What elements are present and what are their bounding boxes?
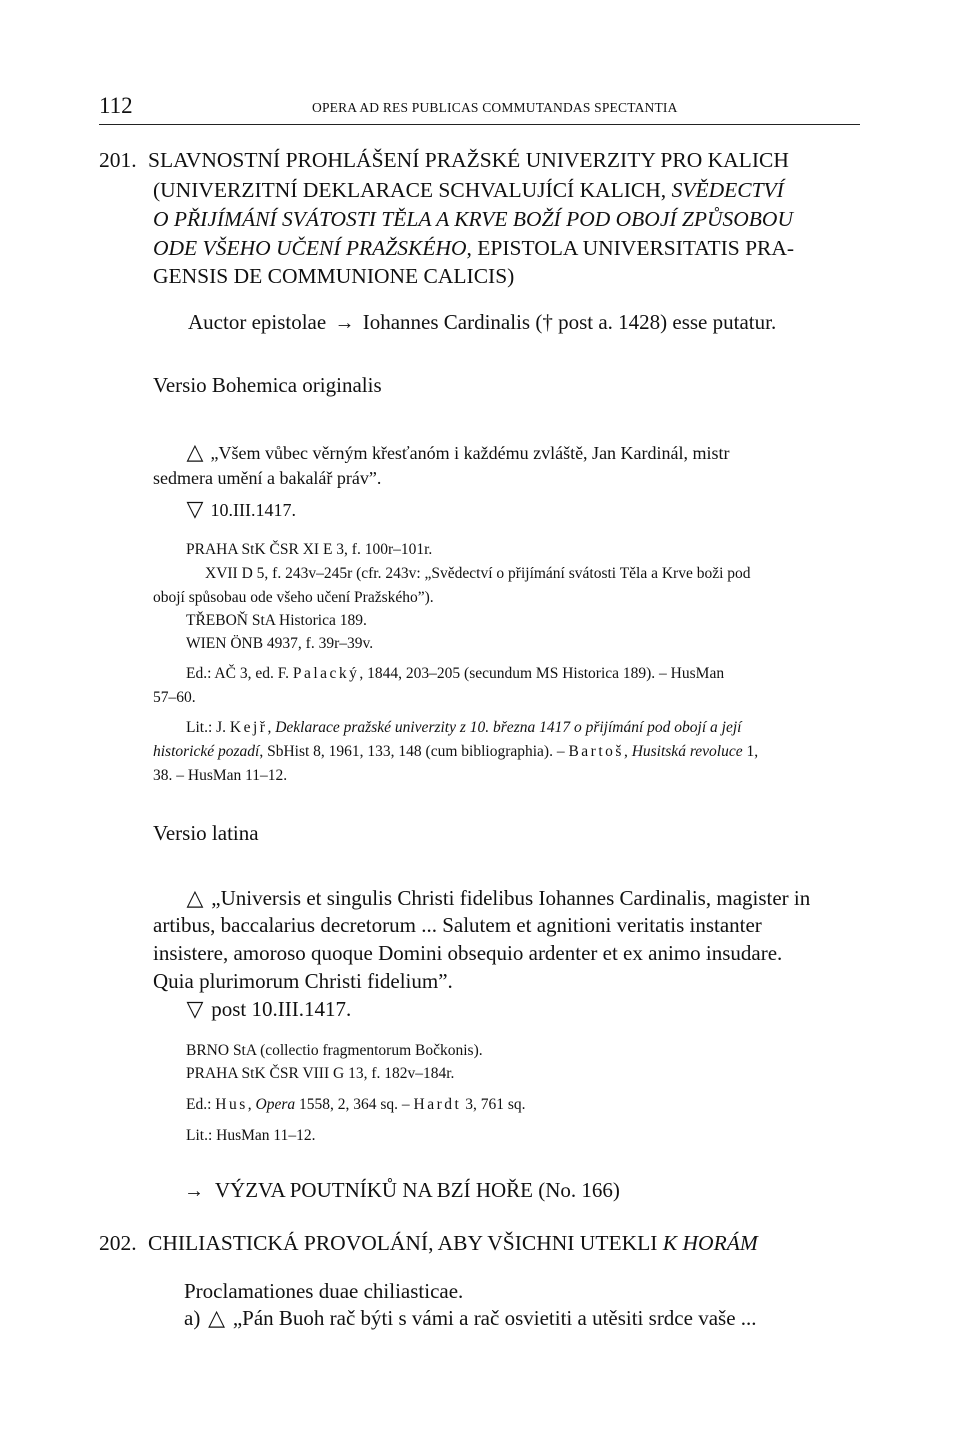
item-a-line: [184, 1305, 757, 1331]
item-label: a): [184, 1306, 201, 1330]
entry-201-title-line1: [99, 148, 789, 173]
incipit-triangle-icon: △: [186, 439, 204, 464]
header-rule: [99, 124, 860, 125]
entry-201-title-line5: GENSIS DE COMMUNIONE CALICIS): [153, 264, 515, 288]
entry-202-title: [99, 1231, 758, 1256]
ms-line: PRAHA StK ČSR XI E 3, f. 100r–101r.: [186, 541, 433, 558]
lit-text: 1,: [742, 743, 759, 760]
entry-title-text: CHILIASTICKÁ PROVOLÁNÍ, ABY VŠICHNI UTEKLI: [148, 1231, 663, 1255]
lit-title: Deklarace pražské univerzity z 10. března 1417 o přijímání pod obojí a její: [275, 719, 742, 736]
entry-title-italic: ODE VŠEHO UČENÍ PRAŽSKÉHO: [153, 236, 467, 260]
entry-title-text: (UNIVERZITNÍ DEKLARACE SCHVALUJÍCÍ KALICH,: [153, 178, 672, 202]
entry-201-title-line3: O PŘIJÍMÁNÍ SVÁTOSTI TĚLA A KRVE BOŽÍ POD OBOJÍ ZPŮSOBOU: [153, 207, 793, 231]
entry-number: 201.: [99, 148, 137, 172]
edition-text: 1558, 2, 364 sq. –: [295, 1096, 414, 1113]
date-text: 10.III.1417.: [210, 500, 296, 520]
ms-line: TŘEBOŇ StA Historica 189.: [186, 612, 367, 629]
entry-201-title-line2: [153, 178, 784, 203]
lit-text: , SbHist 8, 1961, 133, 148 (cum bibliographia). –: [259, 743, 569, 760]
latina-incipit-line1: [184, 885, 810, 911]
latina-edition-line: [186, 1096, 526, 1114]
cross-reference-text: VÝZVA POUTNÍKŮ NA BZÍ HOŘE (No. 166): [214, 1178, 620, 1202]
incipit-triangle-icon: △: [186, 885, 204, 910]
auctor-label: Auctor epistolae: [188, 310, 327, 334]
author-name: Hardt: [413, 1096, 462, 1113]
versio-bohemica-heading: Versio Bohemica originalis: [153, 373, 382, 397]
ms-line: PRAHA StK ČSR VIII G 13, f. 182v–184r.: [186, 1065, 455, 1082]
entry-title-italic: SVĚDECTVÍ: [671, 178, 784, 202]
latina-incipit-line4: Quia plurimorum Christi fidelium”.: [153, 969, 453, 993]
bohemica-lit-line3: 38. – HusMan 11–12.: [153, 767, 288, 784]
latina-lit-line: Lit.: HusMan 11–12.: [186, 1127, 316, 1144]
latina-date-line: [184, 996, 351, 1022]
explicit-triangle-icon: ▽: [186, 996, 204, 1021]
bohemica-date-line: [184, 496, 296, 522]
edition-text: 3, 761 sq.: [461, 1096, 526, 1113]
incipit-triangle-icon: △: [208, 1305, 226, 1330]
bohemica-lit-line1: [186, 719, 741, 737]
entry-number: 202.: [99, 1231, 137, 1255]
latina-incipit-line3: insistere, amoroso quoque Domini obsequio ardenter et ex animo insudare.: [153, 941, 783, 965]
ms-line: obojí spůsobau ode všeho učení Pražského”).: [153, 589, 434, 606]
auctor-line: [188, 310, 776, 335]
entry-title-text: , EPISTOLA UNIVERSITATIS PRA-: [466, 236, 795, 260]
ms-line: BRNO StA (collectio fragmentorum Bočkonis).: [186, 1042, 483, 1059]
lit-title: historické pozadí: [153, 743, 260, 760]
explicit-triangle-icon: ▽: [186, 496, 204, 521]
edition-text: ,: [247, 1096, 256, 1113]
edition-text: Ed.: AČ 3, ed. F.: [186, 665, 293, 682]
date-text: post 10.III.1417.: [211, 997, 352, 1021]
page-number: 112: [99, 93, 133, 118]
author-name: Kejř: [229, 719, 268, 736]
lit-text: ,: [623, 743, 632, 760]
bohemica-incipit-line2: sedmera umění a bakalář práv”.: [153, 468, 382, 488]
bohemica-edition-line2: 57–60.: [153, 689, 196, 706]
proclamationes-line: Proclamationes duae chiliasticae.: [184, 1279, 464, 1303]
incipit-text: „Pán Buoh rač býti s vámi a rač osvietiti a utěsiti srdce vaše ...: [232, 1306, 757, 1330]
running-title: OPERA AD RES PUBLICAS COMMUTANDAS SPECTANTIA: [312, 100, 678, 115]
lit-text: Lit.: J.: [186, 719, 230, 736]
entry-title-italic: K HORÁM: [662, 1231, 758, 1255]
edition-title: Opera: [255, 1096, 296, 1113]
ms-line: XVII D 5, f. 243v–245r (cfr. 243v: „Svědectví o přijímání svátosti Těla a Krve boži pod: [205, 565, 751, 582]
arrow-icon: →: [334, 312, 355, 334]
author-name: Hus: [215, 1096, 248, 1113]
edition-text: Ed.:: [186, 1096, 216, 1113]
lit-title: Husitská revoluce: [631, 743, 743, 760]
lit-text: ,: [267, 719, 276, 736]
latina-incipit-line2: artibus, baccalarius decretorum ... Salutem et agnitioni veritatis instanter: [153, 913, 762, 937]
entry-201-title-line4: [153, 236, 794, 261]
arrow-icon: →: [184, 1180, 204, 1202]
incipit-text: „Universis et singulis Christi fidelibus Iohannes Cardinalis, magister in: [211, 886, 811, 910]
author-name: Bartoš: [568, 743, 624, 760]
entry-title-text: SLAVNOSTNÍ PROHLÁŠENÍ PRAŽSKÉ UNIVERZITY PRO KALICH: [148, 148, 789, 172]
cross-reference: [184, 1178, 620, 1203]
auctor-text: Iohannes Cardinalis († post a. 1428) esse putatur.: [362, 310, 777, 334]
edition-text: , 1844, 203–205 (secundum MS Historica 189). – HusMan: [359, 665, 725, 682]
bohemica-incipit-line1: [184, 439, 730, 465]
incipit-text: „Všem vůbec věrným křesťanóm i každému zvláště, Jan Kardinál, mistr: [210, 443, 730, 463]
bohemica-lit-line2: [153, 743, 758, 761]
editor-name: Palacký: [292, 665, 360, 682]
ms-line: WIEN ÖNB 4937, f. 39r–39v.: [186, 635, 374, 652]
versio-latina-heading: Versio latina: [153, 821, 259, 845]
bohemica-edition-line1: [186, 665, 724, 683]
